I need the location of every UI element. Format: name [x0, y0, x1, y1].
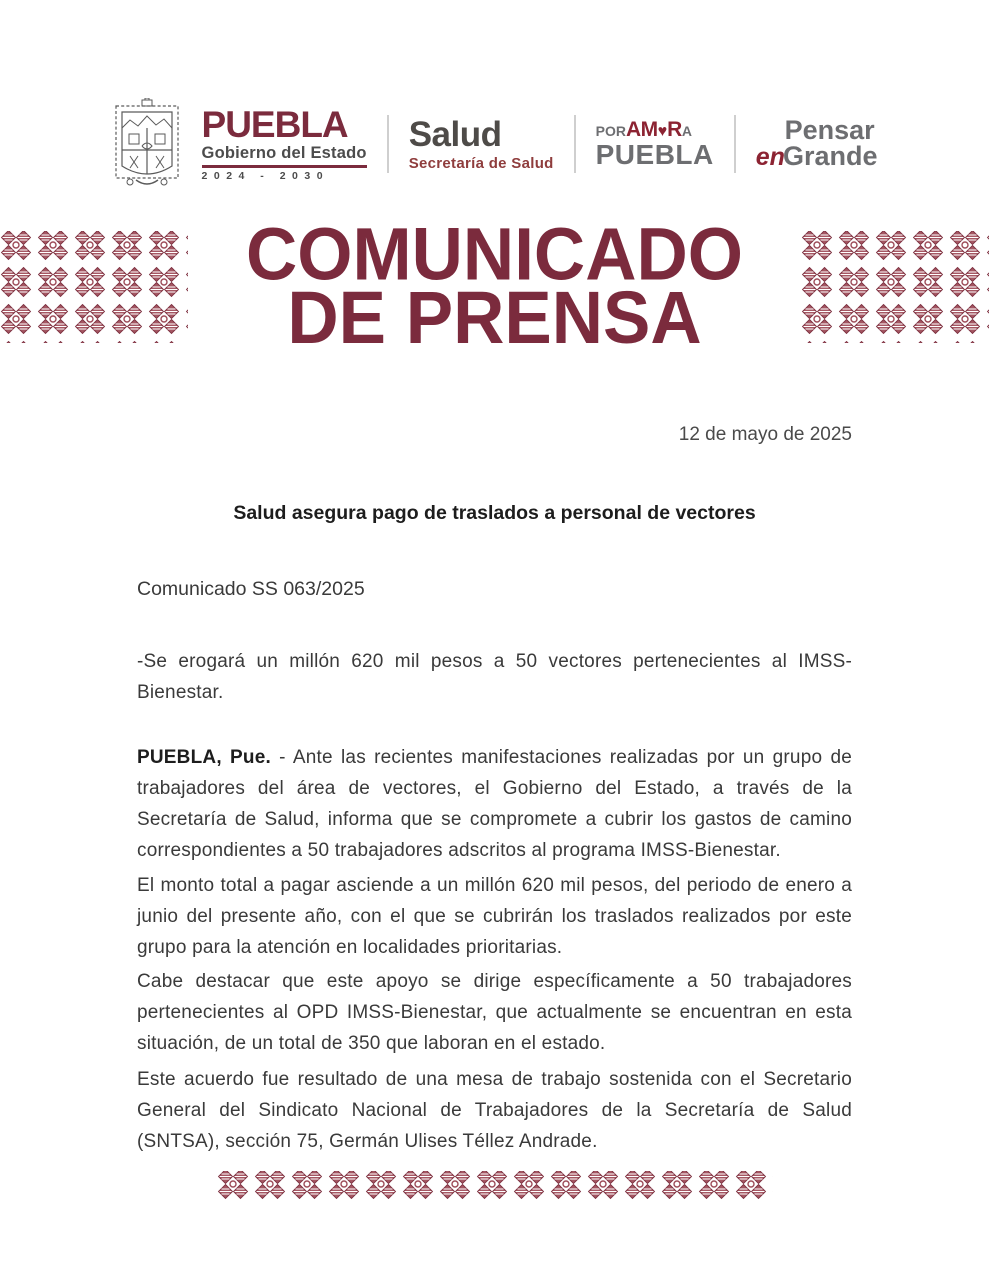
por-amor-line1	[596, 119, 714, 140]
heart-icon: ♥	[657, 123, 668, 140]
puebla-coat-of-arms-icon	[112, 98, 182, 190]
por-amor-por: POR	[595, 123, 626, 139]
por-amor-a-puebla-logo	[596, 119, 714, 169]
comunicado-title-line2: DE PRENSA	[287, 277, 702, 360]
por-amor-a: A	[681, 123, 692, 139]
salud-logo-wordmark: Salud	[408, 114, 502, 154]
pensar-word: Pensar	[784, 115, 875, 146]
puebla-gobierno-logo	[201, 103, 367, 183]
release-date: 12 de mayo de 2025	[678, 424, 852, 445]
release-paragraph: Este acuerdo fue resultado de una mesa de trabajo sostenida con el Secretario General del Sindicato Nacional de Trabajadores de la Secretaría de Salud (SNTSA), sección 75, Germán Ulises Téllez Andrade.	[137, 1069, 852, 1152]
por-amor-am: AM	[625, 118, 658, 141]
comunicado-title	[188, 214, 801, 360]
talavera-pattern-footer	[217, 1168, 773, 1206]
release-paragraph: PUEBLA, Pue. - Ante las recientes manifestaciones realizadas por un grupo de trabajadores del área de vectores, el Gobierno del Estado, a través de la Secretaría de Salud, informa que se compromete a cubrir los gastos de camino correspondientes a 50 trabajadores adscritos al programa IMSS-Bienestar.	[137, 747, 852, 861]
comunicado-title-line1: COMUNICADO	[246, 214, 743, 297]
puebla-logo-years: 2024 - 2030	[201, 170, 330, 183]
release-paragraph: El monto total a pagar asciende a un millón 620 mil pesos, del periodo de enero a junio del presente año, con el que se cubrirán los traslados realizados por este grupo para la atención en localidades prioritarias.	[137, 875, 852, 958]
logo-divider	[387, 115, 389, 173]
release-headline: Salud asegura pago de traslados a personal de vectores	[233, 502, 756, 524]
comunicado-banner	[0, 214, 989, 360]
por-amor-r: R	[667, 118, 682, 141]
logo-divider	[734, 115, 736, 173]
talavera-pattern-left	[0, 229, 188, 345]
salud-logo-subtitle: Secretaría de Salud	[408, 154, 554, 172]
release-lede: -Se erogará un millón 620 mil pesos a 50 vectores pertenecientes al IMSS-Bienestar.	[137, 651, 852, 703]
salud-logo	[408, 114, 554, 172]
talavera-pattern-right	[801, 229, 989, 345]
release-paragraph: Cabe destacar que este apoyo se dirige específicamente a 50 trabajadores pertenecientes al OPD IMSS-Bienestar, que actualmente se encuentran en esta situación, de un total de 350 que laboran en el estado.	[137, 971, 852, 1054]
bulletin-number: Comunicado SS 063/2025	[137, 578, 365, 600]
pensar-en-grande-logo	[755, 115, 878, 171]
puebla-logo-subtitle: Gobierno del Estado	[201, 143, 367, 162]
puebla-logo-rule	[202, 165, 367, 169]
logo-divider	[574, 115, 576, 173]
puebla-logo-wordmark: PUEBLA	[201, 103, 348, 145]
grande-word: enGrande	[755, 140, 878, 171]
dateline: PUEBLA, Pue.	[137, 747, 271, 768]
logo-bar	[0, 96, 989, 192]
pensar-en-word: en	[755, 142, 785, 171]
por-amor-puebla: PUEBLA	[595, 139, 714, 170]
